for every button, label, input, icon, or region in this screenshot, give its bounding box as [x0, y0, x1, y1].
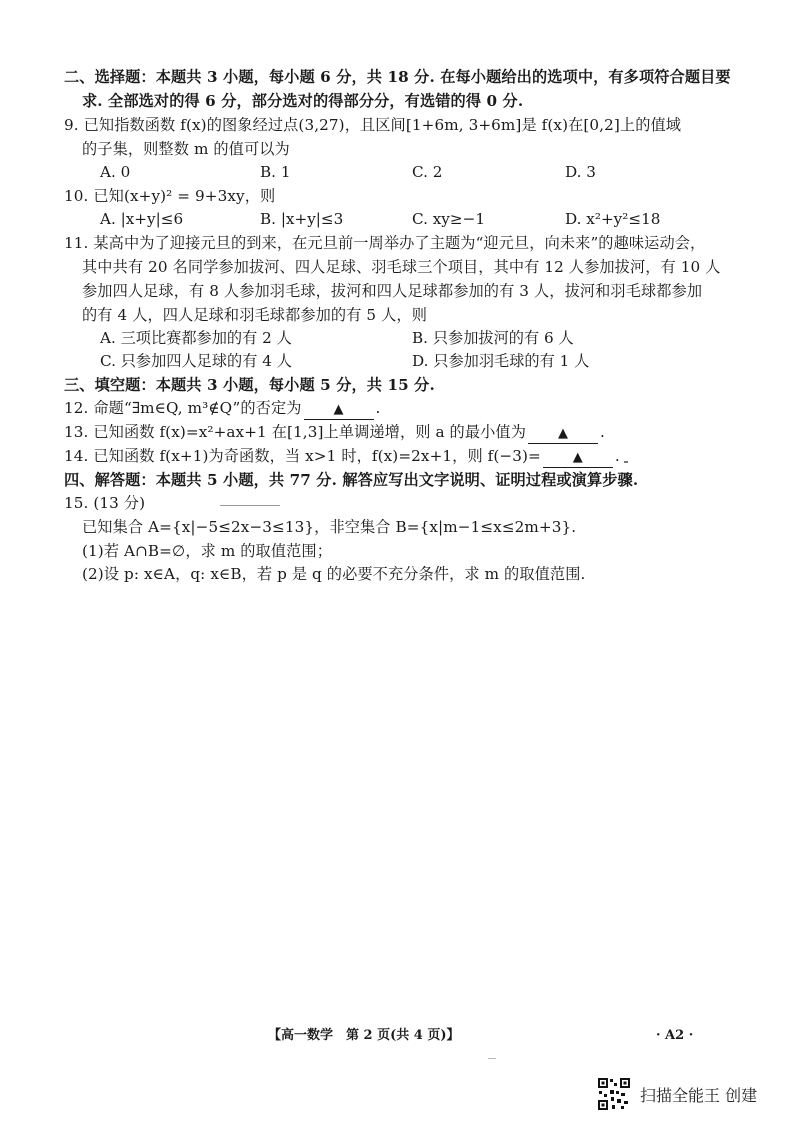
- scan-artifact: [488, 1058, 496, 1059]
- q11-line1: 11. 某高中为了迎接元旦的到来，在元旦前一周举办了主题为“迎元旦，向未来”的趣味运动会，: [64, 234, 706, 252]
- q10-option-c: C. xy≥−1: [412, 210, 485, 228]
- q15-part2: (2)设 p: x∈A，q: x∈B，若 p 是 q 的必要不充分条件，求 m 的取值范围.: [82, 565, 586, 583]
- q9-line2: 的子集，则整数 m 的值可以为: [82, 140, 290, 158]
- q10-option-a: A. |x+y|≤6: [100, 210, 184, 228]
- q10-option-b: B. |x+y|≤3: [260, 210, 344, 228]
- scan-artifact: [624, 461, 628, 463]
- section2-line1: 二、选择题：本题共 3 小题，每小题 6 分，共 18 分. 在每小题给出的选项中，有多项符合题目要: [64, 68, 731, 86]
- section3-title: 三、填空题：本题共 3 小题，每小题 5 分，共 15 分.: [64, 376, 435, 394]
- q13: [64, 421, 605, 444]
- section2-line2: 求. 全部选对的得 6 分，部分选对的得部分分，有选错的得 0 分.: [82, 92, 524, 110]
- q13-stem: 13. 已知函数 f(x)=x²+ax+1 在[1,3]上单调递增，则 a 的最小值为: [64, 423, 526, 441]
- q9-option-a: A. 0: [100, 163, 131, 181]
- q12: [64, 397, 380, 420]
- q12-answer-blank[interactable]: [304, 399, 374, 420]
- q14: [64, 445, 620, 468]
- q15-part1: (1)若 A∩B=∅，求 m 的取值范围；: [82, 542, 332, 560]
- triangle-marker: ▲: [333, 402, 344, 417]
- q11-option-d: D. 只参加羽毛球的有 1 人: [412, 352, 590, 370]
- q9-option-d: D. 3: [565, 163, 596, 181]
- q15-header: 15. (13 分): [64, 494, 146, 512]
- footer-paper-code: · A2 ·: [656, 1028, 694, 1043]
- triangle-marker: ▲: [572, 450, 583, 465]
- q11-line3: 参加四人足球，有 8 人参加羽毛球，拔河和四人足球都参加的有 3 人，拔河和羽毛球都参加: [82, 282, 703, 300]
- q13-answer-blank[interactable]: [528, 423, 598, 444]
- qr-code-icon: [597, 1077, 631, 1111]
- q10-option-d: D. x²+y²≤18: [565, 210, 661, 228]
- q11-option-c: C. 只参加四人足球的有 4 人: [100, 352, 292, 370]
- q14-stem: 14. 已知函数 f(x+1)为奇函数，当 x>1 时，f(x)=2x+1，则 f(−3)=: [64, 447, 541, 465]
- q12-stem: 12. 命题“∃m∈Q, m³∉Q”的否定为: [64, 399, 302, 417]
- q11-line4: 的有 4 人，四人足球和羽毛球都参加的有 5 人，则: [82, 306, 427, 324]
- q9-line1: 9. 已知指数函数 f(x)的图象经过点(3,27)，且区间[1+6m, 3+6m]是 f(x)在[0,2]上的值域: [64, 116, 682, 134]
- q14-answer-blank[interactable]: [543, 447, 613, 468]
- q14-end: .: [614, 447, 620, 465]
- q15-stem: 已知集合 A={x|−5≤2x−3≤13}，非空集合 B={x|m−1≤x≤2m+3}.: [82, 518, 577, 536]
- watermark-text: 扫描全能王 创建: [640, 1086, 758, 1105]
- q12-end: .: [375, 399, 381, 417]
- q11-option-b: B. 只参加拔河的有 6 人: [412, 329, 574, 347]
- q13-end: .: [600, 423, 605, 441]
- section4-title: 四、解答题：本题共 5 小题，共 77 分. 解答应写出文字说明、证明过程或演算步骤.: [64, 471, 639, 489]
- q9-option-c: C. 2: [412, 163, 443, 181]
- footer-page-info: 【高一数学 第 2 页(共 4 页)】: [268, 1028, 460, 1043]
- q11-option-a: A. 三项比赛都参加的有 2 人: [100, 329, 292, 347]
- q11-line2: 其中共有 20 名同学参加拔河、四人足球、羽毛球三个项目，其中有 12 人参加拔河，有 10 人: [82, 258, 721, 276]
- q10-stem: 10. 已知(x+y)² = 9+3xy，则: [64, 187, 276, 205]
- scan-artifact: [220, 505, 280, 506]
- triangle-marker: ▲: [557, 426, 569, 441]
- q9-option-b: B. 1: [260, 163, 291, 181]
